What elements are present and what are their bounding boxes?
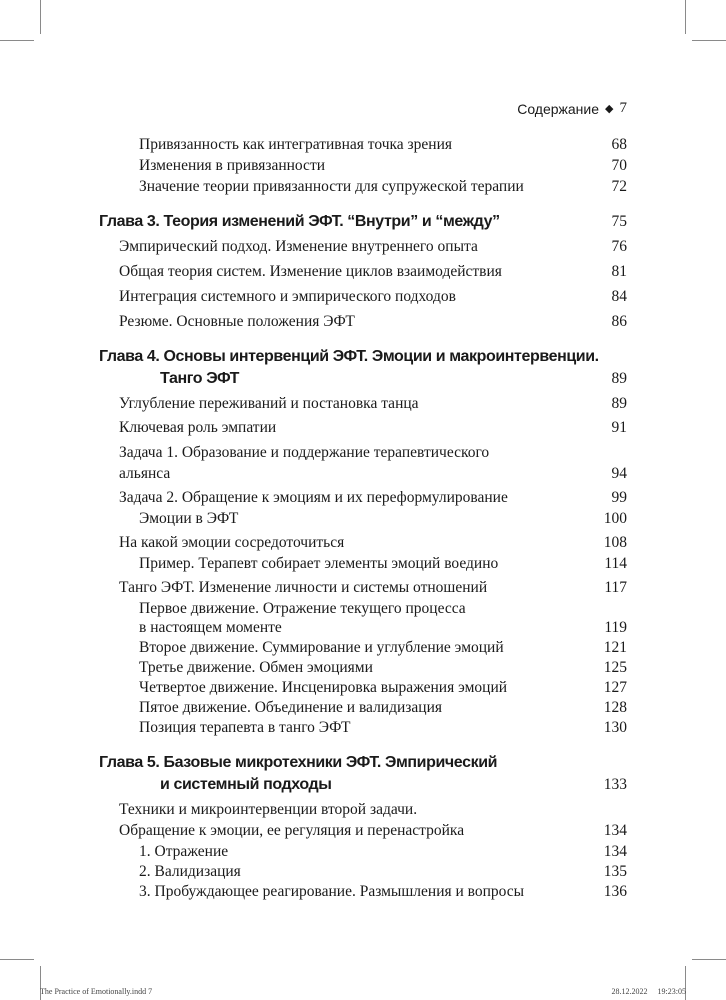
toc-entry-title: Эмпирический подход. Изменение внутреннего опыта bbox=[119, 238, 478, 255]
chapter-title: Глава 3. Теория изменений ЭФТ. “Внутри” и “между” bbox=[99, 213, 500, 230]
toc-entry bbox=[99, 842, 627, 862]
toc-entry-title: Значение теории привязанности для супружеской терапии bbox=[139, 178, 524, 195]
toc-entry bbox=[99, 678, 627, 698]
diamond-icon: ◆ bbox=[605, 103, 614, 115]
toc-entry-page: 128 bbox=[603, 699, 627, 716]
toc-entry-title: 2. Валидизация bbox=[139, 863, 241, 880]
toc-entry bbox=[99, 698, 627, 718]
toc-entry-title: Привязанность как интегративная точка зрения bbox=[139, 136, 453, 153]
chapter-heading bbox=[99, 753, 627, 773]
chapter-heading-continued bbox=[99, 369, 627, 389]
toc-entry bbox=[99, 718, 627, 738]
toc-entry-page: 70 bbox=[611, 157, 627, 174]
chapter-title: Глава 4. Основы интервенций ЭФТ. Эмоции и макроинтервенции. bbox=[99, 348, 599, 365]
toc-entry bbox=[99, 554, 627, 574]
toc-entry-title: Эмоции в ЭФТ bbox=[139, 510, 239, 527]
toc-entry-title: На какой эмоции сосредоточиться bbox=[119, 534, 345, 551]
toc-entry bbox=[99, 800, 627, 820]
toc-entry-title: Пример. Терапевт собирает элементы эмоций воедино bbox=[139, 555, 499, 572]
toc-entry-title: Изменения в привязанности bbox=[139, 157, 326, 174]
toc-entry-title: Первое движение. Отражение текущего процесса bbox=[139, 600, 466, 617]
toc-entry-title: Техники и микроинтервенции второй задачи. bbox=[119, 801, 418, 818]
toc-entry-title: Задача 2. Обращение к эмоциям и их переформулирование bbox=[119, 489, 508, 506]
toc-entry-page: 121 bbox=[603, 639, 627, 656]
toc-entry-title: Резюме. Основные положения ЭФТ bbox=[119, 313, 355, 330]
print-slug bbox=[40, 987, 686, 996]
chapter-title: Танго ЭФТ bbox=[160, 370, 240, 387]
chapter-heading bbox=[99, 347, 627, 367]
toc-entry-page: 72 bbox=[611, 178, 627, 195]
toc-entry-title: Третье движение. Обмен эмоциями bbox=[139, 659, 373, 676]
chapter-page: 133 bbox=[603, 776, 627, 793]
toc-entry bbox=[99, 509, 627, 529]
toc-entry-page: 94 bbox=[611, 465, 627, 482]
toc-entry bbox=[99, 488, 627, 508]
crop-mark bbox=[0, 959, 34, 960]
slug-date: 28.12.2022 bbox=[611, 987, 648, 996]
toc-entry-continued bbox=[99, 464, 627, 484]
toc-entry-page: 125 bbox=[603, 659, 627, 676]
toc-entry bbox=[99, 658, 627, 678]
toc-entry bbox=[99, 882, 627, 902]
toc-entry-page: 134 bbox=[603, 843, 627, 860]
toc-entry-title: в настоящем моменте bbox=[139, 619, 282, 636]
page-number: 7 bbox=[619, 100, 627, 116]
toc-entry-continued bbox=[99, 618, 627, 638]
toc-entry-page: 135 bbox=[603, 863, 627, 880]
toc-entry-page: 86 bbox=[611, 313, 627, 330]
toc-entry bbox=[99, 638, 627, 658]
crop-mark bbox=[0, 40, 34, 41]
toc-entry-page: 130 bbox=[603, 719, 627, 736]
toc-entry bbox=[99, 177, 627, 197]
toc-entry-page: 134 bbox=[603, 822, 627, 839]
toc-entry-title: Танго ЭФТ. Изменение личности и системы отношений bbox=[119, 579, 488, 596]
toc-entry-page: 136 bbox=[603, 883, 627, 900]
toc-entry-title: 1. Отражение bbox=[139, 843, 229, 860]
toc-entry-title: Позиция терапевта в танго ЭФТ bbox=[139, 719, 351, 736]
chapter-title: Глава 5. Базовые микротехники ЭФТ. Эмпирический bbox=[99, 754, 498, 771]
toc-entry-page: 108 bbox=[603, 534, 627, 551]
crop-mark bbox=[40, 0, 41, 34]
toc-entry-page: 99 bbox=[611, 489, 627, 506]
toc-entry-page: 84 bbox=[611, 288, 627, 305]
toc-entry bbox=[99, 237, 627, 257]
toc-entry-page: 127 bbox=[603, 679, 627, 696]
toc-entry bbox=[99, 533, 627, 553]
toc-entry-title: Четвертое движение. Инсценировка выражения эмоций bbox=[139, 679, 508, 696]
crop-mark bbox=[692, 959, 726, 960]
toc-entry-title: Углубление переживаний и постановка танца bbox=[119, 395, 419, 412]
toc-entry-page: 117 bbox=[604, 579, 627, 596]
toc-entry bbox=[99, 821, 627, 841]
toc-entry bbox=[99, 262, 627, 282]
chapter-page: 75 bbox=[611, 213, 627, 230]
toc-entry-page: 91 bbox=[611, 419, 627, 436]
toc-entry bbox=[99, 287, 627, 307]
toc-entry-page: 89 bbox=[611, 395, 627, 412]
slug-time: 19:23:05 bbox=[657, 987, 686, 996]
toc-entry bbox=[99, 312, 627, 332]
toc-entry bbox=[99, 394, 627, 414]
toc-entry-page: 76 bbox=[611, 238, 627, 255]
toc-entry-title: Интеграция системного и эмпирического подходов bbox=[119, 288, 456, 305]
toc-entry bbox=[99, 443, 627, 463]
toc-entry-title: альянса bbox=[119, 465, 171, 482]
crop-mark bbox=[692, 40, 726, 41]
running-head bbox=[517, 100, 627, 117]
toc-entry-title: 3. Пробуждающее реагирование. Размышления и вопросы bbox=[139, 883, 525, 900]
toc-entry-page: 119 bbox=[604, 619, 627, 636]
toc-entry-title: Задача 1. Образование и поддержание терапевтического bbox=[119, 444, 490, 461]
toc-entry-title: Второе движение. Суммирование и углубление эмоций bbox=[139, 639, 504, 656]
toc-entry bbox=[99, 418, 627, 438]
toc-entry-page: 114 bbox=[604, 555, 627, 572]
toc-entry-title: Пятое движение. Объединение и валидизация bbox=[139, 699, 443, 716]
toc-entry-page: 68 bbox=[611, 136, 627, 153]
toc-entry bbox=[99, 599, 627, 619]
toc-entry bbox=[99, 862, 627, 882]
toc-entry-title: Обращение к эмоции, ее регуляция и перенастройка bbox=[119, 822, 465, 839]
toc-entry bbox=[99, 135, 627, 155]
toc-entry-title: Общая теория систем. Изменение циклов взаимодействия bbox=[119, 263, 502, 280]
crop-mark bbox=[685, 0, 686, 34]
section-title: Содержание bbox=[517, 100, 600, 117]
toc-entry-page: 81 bbox=[611, 263, 627, 280]
slug-file-name: The Practice of Emotionally.indd 7 bbox=[40, 987, 153, 996]
chapter-title: и системный подходы bbox=[160, 776, 332, 793]
toc-entry-page: 100 bbox=[603, 510, 627, 527]
toc-entry bbox=[99, 156, 627, 176]
toc-entry bbox=[99, 578, 627, 598]
chapter-page: 89 bbox=[611, 370, 627, 387]
chapter-heading bbox=[99, 212, 627, 232]
chapter-heading-continued bbox=[99, 775, 627, 795]
toc-entry-title: Ключевая роль эмпатии bbox=[119, 419, 277, 436]
